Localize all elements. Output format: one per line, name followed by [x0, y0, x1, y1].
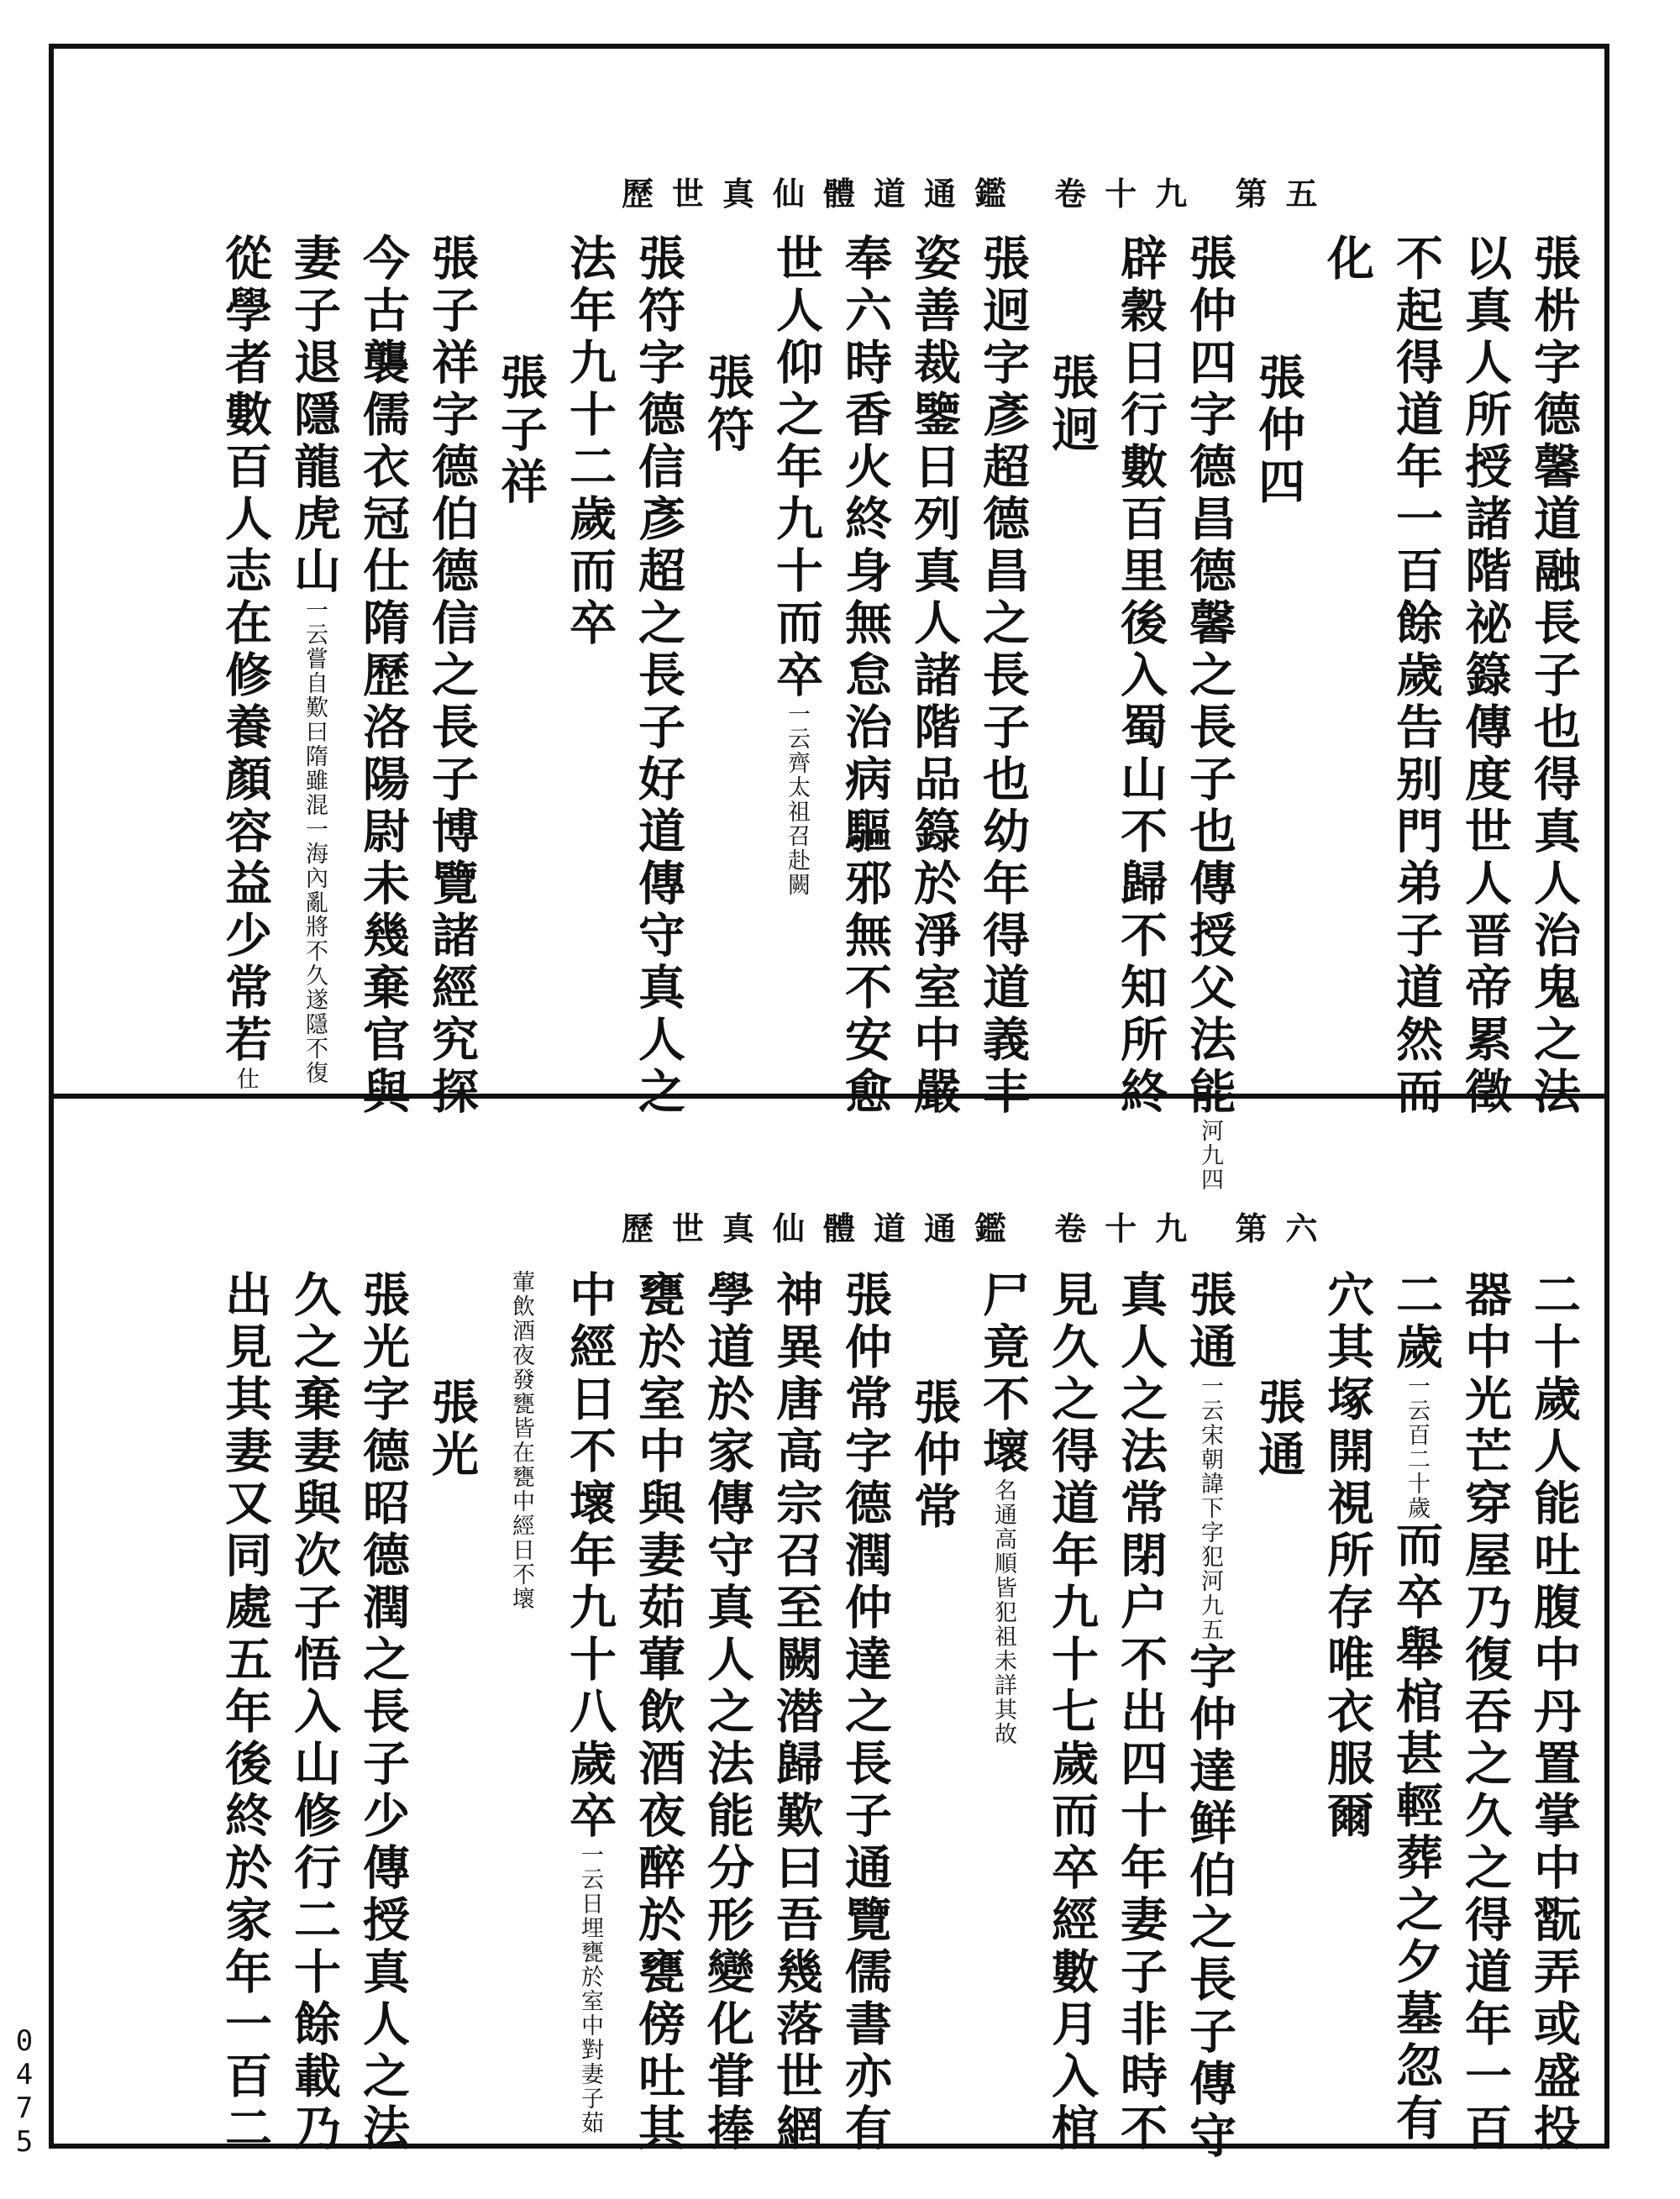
text-column — [564, 1270, 615, 2135]
text-column — [1184, 1270, 1235, 2163]
text-column — [286, 1270, 342, 2155]
text-column — [1389, 1270, 1444, 2145]
column-text: 辟穀日行數百里後入蜀山不歸不知所終 — [1113, 234, 1168, 1119]
column-text: 見久之得道年九十七歲而卒經數月入棺 — [1044, 1270, 1100, 2155]
text-column — [1184, 234, 1235, 1192]
column-text: 出見其妻又同處五年後終於家年一百二 — [218, 1270, 273, 2155]
column-text: 奉六時香火終身無怠治病驅邪無不安愈 — [837, 234, 893, 1119]
text-column — [771, 234, 822, 897]
annotation-note: 一云齊太祖召赴闕 — [784, 702, 810, 897]
annotation-note: 一云百二十歲 — [1404, 1374, 1430, 1520]
section-title — [424, 1378, 480, 1482]
column-text: 不起得道年一百餘歲告别門弟子道然而 — [1389, 234, 1444, 1119]
section-title-text: 張通 — [1251, 1378, 1306, 1482]
column-text: 甕於室中與妻茹葷飲酒夜醉於甕傍吐其 — [631, 1270, 686, 2155]
text-column — [496, 1270, 546, 1611]
column-text: 學道於家傳守真人之法能分形變化甞捧 — [700, 1270, 755, 2155]
text-column — [424, 234, 480, 1119]
column-text: 張光字德昭德潤之長子少傳授真人之法 — [355, 1270, 411, 2155]
page-divider — [49, 1094, 1609, 1099]
text-column — [1389, 234, 1444, 1119]
text-column — [355, 234, 411, 1119]
column-text: 尸竟不壞 — [975, 1270, 1031, 1478]
text-column — [837, 234, 893, 1119]
column-text: 姿善裁鑒日列真人諸階品籙於淨室中嚴 — [906, 234, 962, 1119]
text-column — [564, 234, 615, 650]
column-text: 從學者數百人志在修養顏容益少常若 — [218, 234, 273, 1067]
section-title-text: 張迥 — [1044, 353, 1100, 457]
text-column — [1044, 1270, 1100, 2155]
text-column — [1457, 234, 1513, 1119]
bottom-running-header: 歷世真仙體道通鑑 卷十九 第六 — [622, 1210, 1336, 1247]
column-text: 器中光芒穿屋乃復吞之久之得道年一百 — [1457, 1270, 1513, 2155]
annotation-note: 一云宋朝諱下字犯河九五 — [1197, 1374, 1223, 1642]
column-text: 張仲常字德潤仲達之長子通覽儒書亦有 — [837, 1270, 893, 2155]
section-title — [493, 353, 549, 509]
section-title — [702, 353, 753, 457]
text-column — [1113, 1270, 1168, 2155]
column-text-continued: 字仲達鲜伯之長子傳守 — [1182, 1642, 1237, 2163]
text-column — [1322, 234, 1373, 286]
section-title-text: 張符 — [700, 353, 755, 457]
column-text: 以真人所授諸階祕籙傳度世人晋帝累徵 — [1457, 234, 1513, 1119]
section-title-text: 張仲常 — [906, 1378, 962, 1534]
section-title-text: 張仲四 — [1251, 353, 1306, 509]
text-column — [1526, 234, 1582, 1119]
column-text: 化 — [1320, 234, 1375, 286]
annotation-note: 一云日埋甕於室中對妻子茹 — [577, 1843, 603, 2135]
column-text: 久之棄妻與次子悟入山修行二十餘載乃 — [286, 1270, 342, 2155]
annotation-note: 仕 — [233, 1067, 259, 1091]
text-column — [771, 1270, 822, 2155]
column-text: 二歲 — [1389, 1270, 1444, 1374]
text-column — [218, 234, 273, 1091]
text-column — [1457, 1270, 1513, 2155]
column-text: 張子祥字德伯德信之長子博覽諸經究探 — [424, 234, 480, 1119]
column-text-continued: 而卒舉棺甚輕葬之夕墓忽有 — [1389, 1520, 1444, 2145]
text-column — [837, 1270, 893, 2155]
text-column — [355, 1270, 411, 2155]
column-text: 妻子退隱龍虎山 — [286, 234, 342, 598]
top-running-header: 歷世真仙體道通鑑 卷十九 第五 — [622, 175, 1336, 213]
text-column — [702, 1270, 753, 2155]
page-number: 0475 — [8, 2024, 41, 2159]
section-title-text: 張光 — [424, 1378, 480, 1482]
text-column — [1526, 1270, 1582, 2155]
text-column — [633, 1270, 684, 2155]
column-text: 今古襲儒衣冠仕隋歷洛陽尉未幾棄官與 — [355, 234, 411, 1119]
section-title — [906, 1378, 962, 1534]
text-column — [1113, 234, 1168, 1119]
section-title — [1044, 353, 1100, 457]
column-text: 法年九十二歲而卒 — [562, 234, 617, 650]
column-text: 真人之法常閉户不出四十年妻子非時不 — [1113, 1270, 1168, 2155]
text-column — [633, 234, 684, 1119]
section-title — [1253, 1378, 1304, 1482]
text-column — [906, 234, 962, 1119]
column-text: 張符字德信彥超之長子好道傳守真人之 — [631, 234, 686, 1119]
text-column — [1322, 1270, 1373, 1843]
column-text: 二十歲人能吐腹中丹置掌中翫弄或盛投 — [1526, 1270, 1582, 2155]
text-column — [286, 234, 342, 1085]
annotation-note: 名通高順皆犯祖未詳其故 — [990, 1478, 1016, 1746]
section-title — [1253, 353, 1304, 509]
column-text: 中經日不壞年九十八歲卒 — [562, 1270, 617, 1843]
annotation-note: 葷飲酒夜發甕皆在甕中經日不壞 — [508, 1270, 534, 1611]
column-text: 張㭊字德馨道融長子也得真人治鬼之法 — [1526, 234, 1582, 1119]
text-column — [975, 1270, 1031, 1746]
column-text: 神異唐高宗召至闕潜歸歎曰吾幾落世網 — [769, 1270, 824, 2155]
annotation-note: 河九四 — [1197, 1119, 1223, 1192]
column-text: 世人仰之年九十而卒 — [769, 234, 824, 702]
text-column — [218, 1270, 273, 2155]
annotation-note: 一云嘗自歎曰隋雖混一海內亂將不久遂隱不復 — [302, 598, 328, 1085]
text-column — [975, 234, 1031, 1119]
column-text: 張迥字彥超德昌之長子也幼年得道義丰 — [975, 234, 1031, 1119]
column-text: 張仲四字德昌德馨之長子也傳授父法能 — [1182, 234, 1237, 1119]
column-text: 穴其塚開視所存唯衣服爾 — [1320, 1270, 1375, 1843]
section-title-text: 張子祥 — [493, 353, 549, 509]
column-text: 張通 — [1182, 1270, 1237, 1374]
